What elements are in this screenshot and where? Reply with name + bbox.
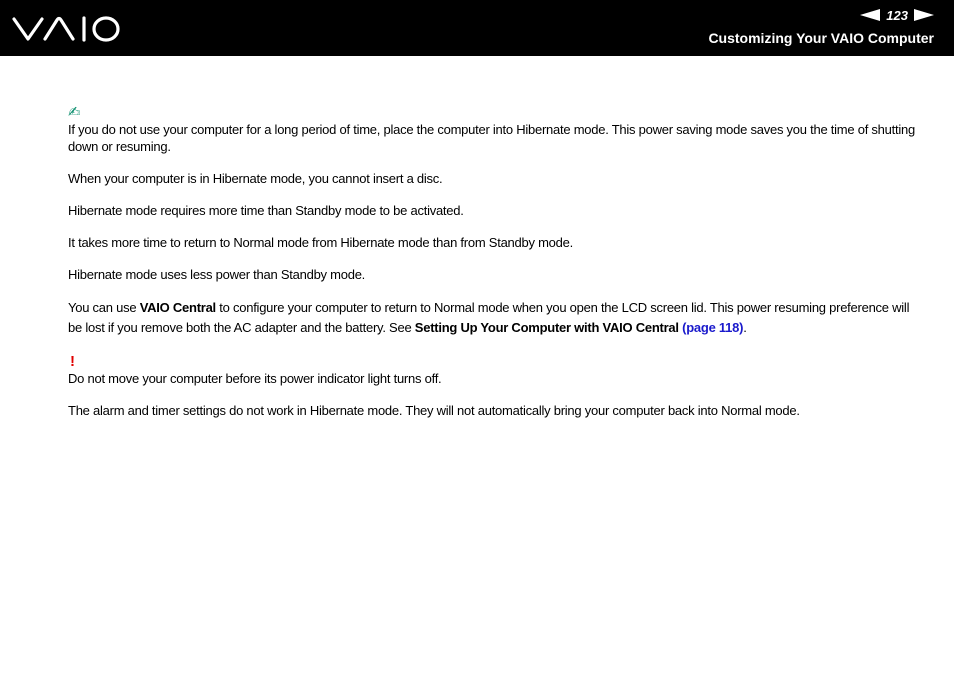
next-page-icon[interactable] xyxy=(914,9,934,21)
previous-page-icon[interactable] xyxy=(860,9,880,21)
note-paragraph: Hibernate mode requires more time than Standby mode to be activated. xyxy=(68,203,464,218)
page-number: 123 xyxy=(886,7,908,23)
note-paragraph: If you do not use your computer for a long period of time, place the computer into Hibernate mode. This power saving mode saves you the time of shutting down or resuming. xyxy=(68,122,915,154)
page-header xyxy=(0,0,954,56)
note-paragraph: Hibernate mode uses less power than Standby mode. xyxy=(68,267,366,282)
text-segment: You can use xyxy=(68,300,140,315)
warning-paragraph: The alarm and timer settings do not work in Hibernate mode. They will not automatically bring your computer back into Normal mode. xyxy=(68,403,800,418)
page-navigation xyxy=(860,7,934,23)
page-content xyxy=(68,104,918,434)
note-paragraph: It takes more time to return to Normal mode from Hibernate mode than from Standby mode. xyxy=(68,235,573,250)
note-pencil-icon: ✍ xyxy=(68,104,81,121)
page-118-link[interactable]: (page 118) xyxy=(682,320,744,335)
note-paragraph: When your computer is in Hibernate mode, you cannot insert a disc. xyxy=(68,171,443,186)
setup-section-reference: Setting Up Your Computer with VAIO Central xyxy=(414,320,679,335)
section-title: Customizing Your VAIO Computer xyxy=(708,30,934,46)
vaio-logo xyxy=(12,14,122,44)
vaio-central-paragraph xyxy=(68,298,918,338)
vaio-central-term: VAIO Central xyxy=(139,300,216,315)
text-segment: . xyxy=(743,320,747,335)
warning-paragraph: Do not move your computer before its power indicator light turns off. xyxy=(68,371,442,386)
text-segment: to configure your computer to return to Normal mode when you open the LCD screen lid. This power resuming preference will be lost if you remove both the AC adapter and the battery. See xyxy=(68,300,910,335)
warning-exclamation-icon: ! xyxy=(70,353,75,370)
